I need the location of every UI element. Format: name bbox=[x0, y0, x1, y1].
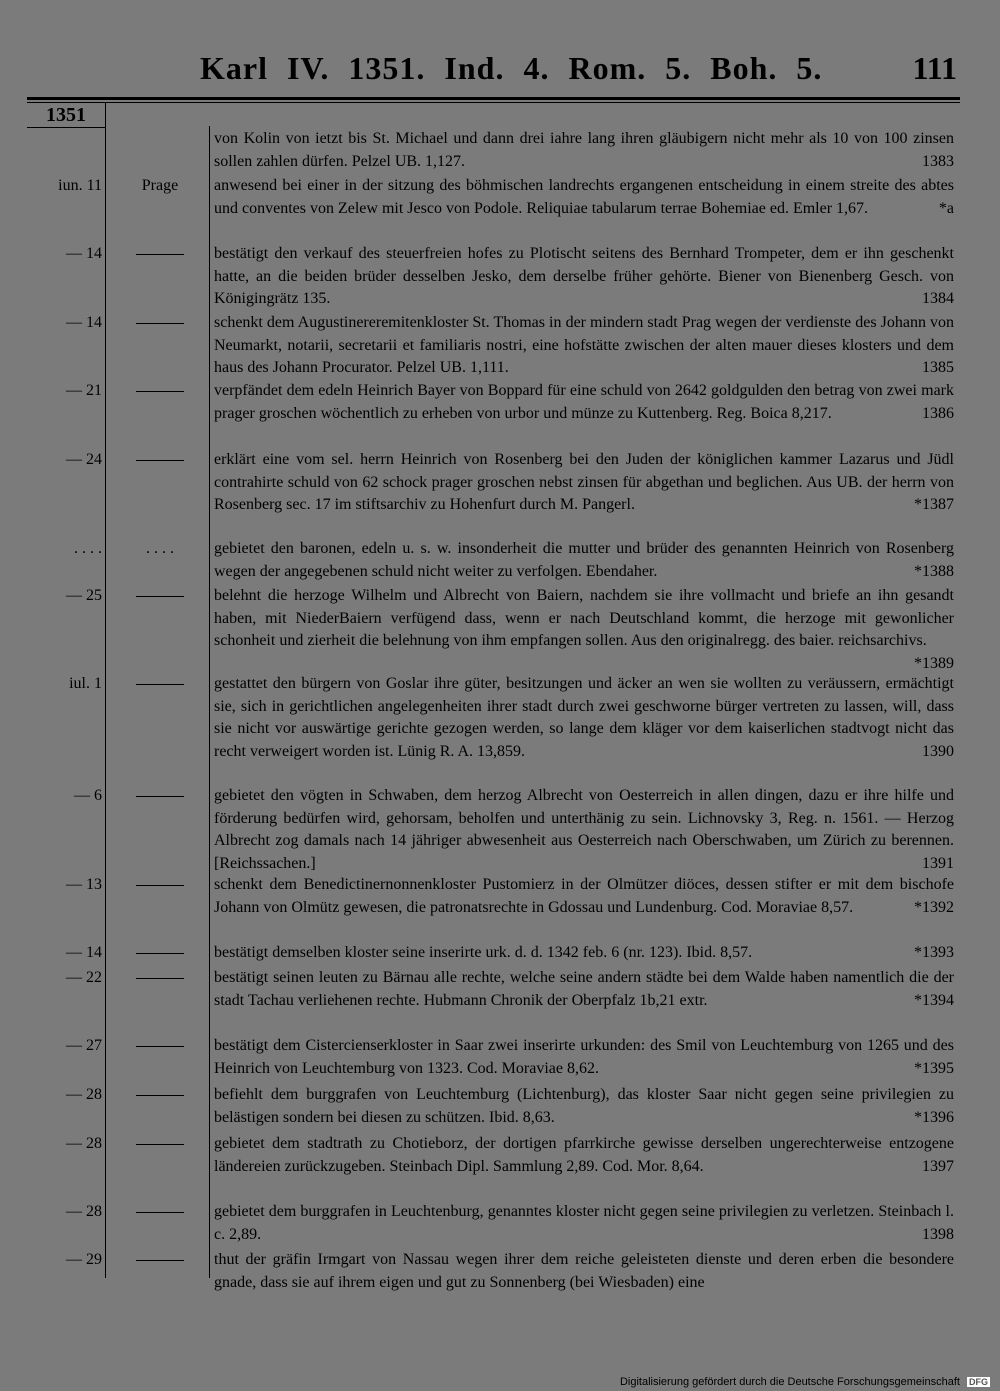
entry-body: erklärt eine vom sel. herrn Heinrich von Rosenberg bei den Juden der königlichen kammer Lazarus und Jüdl contrahirte schuld von 62 schock prager groschen nebst zinsen für abgethan und beglichen. Aus UB. der herrn von Rosenberg sec. 17 im stiftsarchiv zu Hohenfurt durch M. Pangerl. bbox=[214, 451, 954, 513]
entry-text bbox=[214, 785, 954, 875]
row-separator bbox=[209, 872, 210, 873]
row-separator bbox=[209, 1247, 210, 1248]
entry-body: belehnt die herzoge Wilhelm und Albrecht von Baiern, nachdem sie ihre vollmacht und briefe an ihn gesandt haben, mit NiederBaiern verfügend dass, wenn er nach Deutschland kommt, die herzoge mit gewonlicher schonheit und zierheit die belehnung von ihm empfangen sollen. Aus den originalregg. des baier. reichsarchivs. bbox=[214, 587, 954, 649]
entry-text bbox=[214, 380, 954, 425]
row-separator bbox=[209, 126, 210, 127]
entry-date: — 29 bbox=[66, 1251, 102, 1268]
entry-date: — 6 bbox=[74, 787, 102, 804]
entry-body: schenkt dem Benedictinernonnenkloster Pustomierz in der Olmützer diöces, dessen stifter er mit dem bischofe Johann von Olmütz gewesen, die patronatsrechte in Gdossau und Lundenburg. Cod. Moraviae 8,57. bbox=[214, 876, 954, 916]
entry-number: 1383 bbox=[922, 152, 954, 170]
entry-body: gebietet dem burggrafen in Leuchtenburg, genanntes kloster nicht gegen seine privilegien zu verletzen. Steinbach l. c. 2,89. bbox=[214, 1203, 954, 1243]
entry-place bbox=[115, 942, 205, 964]
footer-text: Digitalisierung gefördert durch die Deutsche Forschungsgemeinschaft bbox=[619, 1376, 960, 1388]
entry-body: schenkt dem Augustinereremitenkloster St. Thomas in der mindern stadt Prag wegen der verdienste des Johann von Neumarkt, notarii, secretarii et familiaris nostri, eine hofstätte zwischen der alten mauer dieses klosters und dem haus des Johann Procurator. Pelzel UB. 1,111. bbox=[214, 314, 954, 376]
entry-date: . . . . bbox=[74, 540, 102, 557]
entry-text bbox=[214, 1084, 954, 1129]
entry-number: 1390 bbox=[922, 742, 954, 760]
entry-text bbox=[214, 874, 954, 919]
ditto-dash bbox=[136, 684, 184, 685]
entry-place: Prage bbox=[141, 177, 179, 194]
ditto-dash bbox=[136, 953, 184, 954]
row-separator bbox=[209, 173, 210, 174]
entry-text bbox=[214, 673, 954, 763]
row-separator bbox=[209, 378, 210, 379]
entry-text bbox=[214, 312, 954, 380]
row-separator bbox=[209, 965, 210, 966]
entry-number: *1388 bbox=[914, 562, 954, 580]
entry-body: befiehlt dem burggrafen von Leuchtemburg (Lichtenburg), das kloster Saar nicht gegen seine privilegien zu belästigen sondern bei diesen zu schützen. Ibid. 8,63. bbox=[214, 1086, 954, 1126]
ditto-dash bbox=[136, 885, 184, 886]
entry-text bbox=[214, 1133, 954, 1178]
entry-text bbox=[214, 942, 954, 965]
entry-place bbox=[115, 1201, 205, 1223]
entry-body: von Kolin von ietzt bis St. Michael und dann drei iahre lang ihren gläubigern nicht mehr als 10 von 100 zinsen sollen zahlen dürfen. Pelzel UB. 1,127. bbox=[214, 130, 954, 170]
entry-place bbox=[115, 1035, 205, 1057]
entry-place bbox=[115, 1084, 205, 1106]
entry-date: — 14 bbox=[66, 944, 102, 961]
entry-number: 1398 bbox=[922, 1225, 954, 1243]
entry-text bbox=[214, 1035, 954, 1080]
entry-number: *1395 bbox=[914, 1059, 954, 1077]
row-separator bbox=[209, 1199, 210, 1200]
entry-date: — 13 bbox=[66, 876, 102, 893]
entry-body: thut der gräfin Irmgart von Nassau wegen ihrer dem reiche geleisteten dienste und deren erben die besondere gnade, dass sie auf ihrem eigen und gut zu Sonnenberg (bei Wiesbaden) eine bbox=[214, 1251, 954, 1291]
entry-date: — 27 bbox=[66, 1037, 102, 1054]
entry-body: gebietet dem stadtrath zu Chotieborz, der dortigen pfarrkirche gewisse derselben ungerechterweise entzogene ländereien zurückzugeben. Steinbach Dipl. Sammlung 2,89. Cod. Mor. 8,64. bbox=[214, 1135, 954, 1175]
entry-date: — 14 bbox=[66, 314, 102, 331]
entry-date: iun. 11 bbox=[58, 177, 102, 194]
entry-number: 1391 bbox=[922, 854, 954, 872]
entry-text bbox=[214, 967, 954, 1012]
row-separator bbox=[209, 940, 210, 941]
entry-text bbox=[214, 449, 954, 517]
entry-place bbox=[115, 874, 205, 896]
entry-number: *1392 bbox=[914, 898, 954, 916]
ditto-dash bbox=[136, 1212, 184, 1213]
entry-place bbox=[115, 585, 205, 607]
entry-place bbox=[115, 380, 205, 402]
ditto-dash bbox=[136, 254, 184, 255]
ditto-dash bbox=[136, 978, 184, 979]
entry-body: gestattet den bürgern von Goslar ihre güter, besitzungen und äcker an wen sie wollten zu veräussern, ermächtigt sie, sich in gerichtlichen angelegenheiten ihrer stadt durch zwei geschworne bürger vertreten zu lassen, will, dass sie nicht vor auswärtige gerichte gezogen werden, so lange dem kläger vor dem kaiserlichen stadtvogt nicht das recht verweigert worden ist. Lünig R. A. 13,859. bbox=[214, 675, 954, 760]
entry-text bbox=[214, 175, 954, 220]
entry-date: — 14 bbox=[66, 245, 102, 262]
entry-date: — 25 bbox=[66, 587, 102, 604]
entry-place bbox=[115, 449, 205, 471]
entry-text bbox=[214, 243, 954, 311]
ditto-dash bbox=[136, 1260, 184, 1261]
entry-number: *1394 bbox=[914, 991, 954, 1009]
entry-text bbox=[214, 1201, 954, 1246]
entry-place bbox=[115, 243, 205, 265]
entry-place bbox=[115, 967, 205, 989]
ditto-dash bbox=[136, 391, 184, 392]
ditto-dash bbox=[136, 1095, 184, 1096]
entry-body: gebietet den baronen, edeln u. s. w. insonderheit die mutter und brüder des genannten Heinrich von Rosenberg wegen der angegebenen schuld nicht weiter zu verfolgen. Ebendaher. bbox=[214, 540, 954, 580]
footer bbox=[620, 1376, 990, 1388]
entry-text bbox=[214, 128, 954, 173]
header-rule-thin bbox=[27, 102, 960, 103]
row-separator bbox=[209, 310, 210, 311]
entry-place bbox=[115, 312, 205, 334]
entry-date: — 24 bbox=[66, 451, 102, 468]
entry-text bbox=[214, 538, 954, 583]
entry-date: — 28 bbox=[66, 1135, 102, 1152]
entry-body: bestätigt demselben kloster seine inserirte urk. d. d. 1342 feb. 6 (nr. 123). Ibid. 8,57. bbox=[214, 944, 753, 961]
ditto-dash bbox=[136, 323, 184, 324]
ditto-dash bbox=[136, 1144, 184, 1145]
row-separator bbox=[209, 447, 210, 448]
entry-number: 1385 bbox=[922, 359, 954, 376]
header-rule bbox=[27, 97, 960, 100]
entry-body: bestätigt den verkauf des steuerfreien hofes zu Plotischt seitens des Bernhard Trompeter, dem er ihn geschenkt hatte, an die beiden brüder desselben Jesko, dem derselbe früher gehörte. Biener von Bienenberg Gesch. von Königingrätz 135. bbox=[214, 245, 954, 307]
entry-number: *1393 bbox=[914, 944, 954, 961]
entry-date: — 22 bbox=[66, 969, 102, 986]
row-separator bbox=[209, 1082, 210, 1083]
ditto-dash bbox=[136, 460, 184, 461]
entry-number: 1384 bbox=[922, 290, 954, 307]
row-separator bbox=[209, 583, 210, 584]
entry-number: *a bbox=[938, 199, 954, 217]
entry-date: — 28 bbox=[66, 1086, 102, 1103]
entry-body: bestätigt dem Cistercienserkloster in Saar zwei inserirte urkunden: des Smil von Leuchtemburg von 1265 und des Heinrich von Leuchtemburg von 1323. Cod. Moraviae 8,62. bbox=[214, 1037, 954, 1077]
entry-number: *1389 bbox=[914, 654, 954, 672]
row-separator bbox=[209, 671, 210, 672]
row-separator bbox=[209, 783, 210, 784]
entry-number: 1397 bbox=[922, 1157, 954, 1175]
entry-date: iul. 1 bbox=[69, 675, 102, 692]
entry-place bbox=[115, 673, 205, 695]
entry-number: 1386 bbox=[922, 404, 954, 422]
entry-date: — 28 bbox=[66, 1203, 102, 1220]
entry-body: gebietet den vögten in Schwaben, dem herzog Albrecht von Oesterreich in allen dingen, dazu er ihre hilfe und förderung bedürfen wird, gehorsam, beholfen und unterthänig zu sein. Lichnovsky 3, Reg. n. 1561. — Herzog Albrecht zog damals nach 14 jähriger abwesenheit aus Oesterreich nach Oberschwaben, um Zürich zu berennen. [Reichssachen.] bbox=[214, 787, 954, 872]
row-separator bbox=[209, 536, 210, 537]
entry-date: — 21 bbox=[66, 382, 102, 399]
entry-body: verpfändet dem edeln Heinrich Bayer von Boppard für eine schuld von 2642 goldgulden den betrag von zwei mark prager groschen wöchentlich zu erheben von urbor und münze zu Kuttenberg. Reg. Boica 8,217. bbox=[214, 382, 954, 422]
dfg-logo: DFG bbox=[969, 1377, 988, 1387]
row-separator bbox=[209, 1131, 210, 1132]
entry-number: *1396 bbox=[914, 1108, 954, 1126]
entry-place: . . . . bbox=[146, 540, 174, 557]
column-divider-date bbox=[105, 103, 106, 1278]
entry-body: anwesend bei einer in der sitzung des böhmischen landrechts ergangenen entscheidung in einem streite des abtes und conventes von Zelew mit Jesco von Podole. Reliquiae tabularum terrae Bohemiae ed. Emler 1,67. bbox=[214, 177, 954, 217]
entry-number: *1387 bbox=[914, 496, 954, 513]
entry-text bbox=[214, 585, 954, 675]
page-number: 111 bbox=[912, 50, 957, 86]
running-title: Karl IV. 1351. Ind. 4. Rom. 5. Boh. 5. bbox=[200, 50, 823, 86]
row-separator bbox=[209, 241, 210, 242]
ditto-dash bbox=[136, 796, 184, 797]
entry-place bbox=[115, 1133, 205, 1155]
page-header bbox=[0, 50, 1000, 90]
ditto-dash bbox=[136, 1046, 184, 1047]
row-separator bbox=[209, 1033, 210, 1034]
entry-place bbox=[115, 785, 205, 807]
entry-text bbox=[214, 1249, 954, 1294]
entry-place bbox=[115, 1249, 205, 1271]
column-divider-place bbox=[209, 127, 210, 1278]
ditto-dash bbox=[136, 596, 184, 597]
entry-body: bestätigt seinen leuten zu Bärnau alle rechte, welche seine andern städte bei dem Walde haben namentlich die der stadt Tachau verliehenen rechte. Hubmann Chronik der Oberpfalz 1b,21 extr. bbox=[214, 969, 954, 1009]
year-label: 1351 bbox=[27, 103, 106, 128]
